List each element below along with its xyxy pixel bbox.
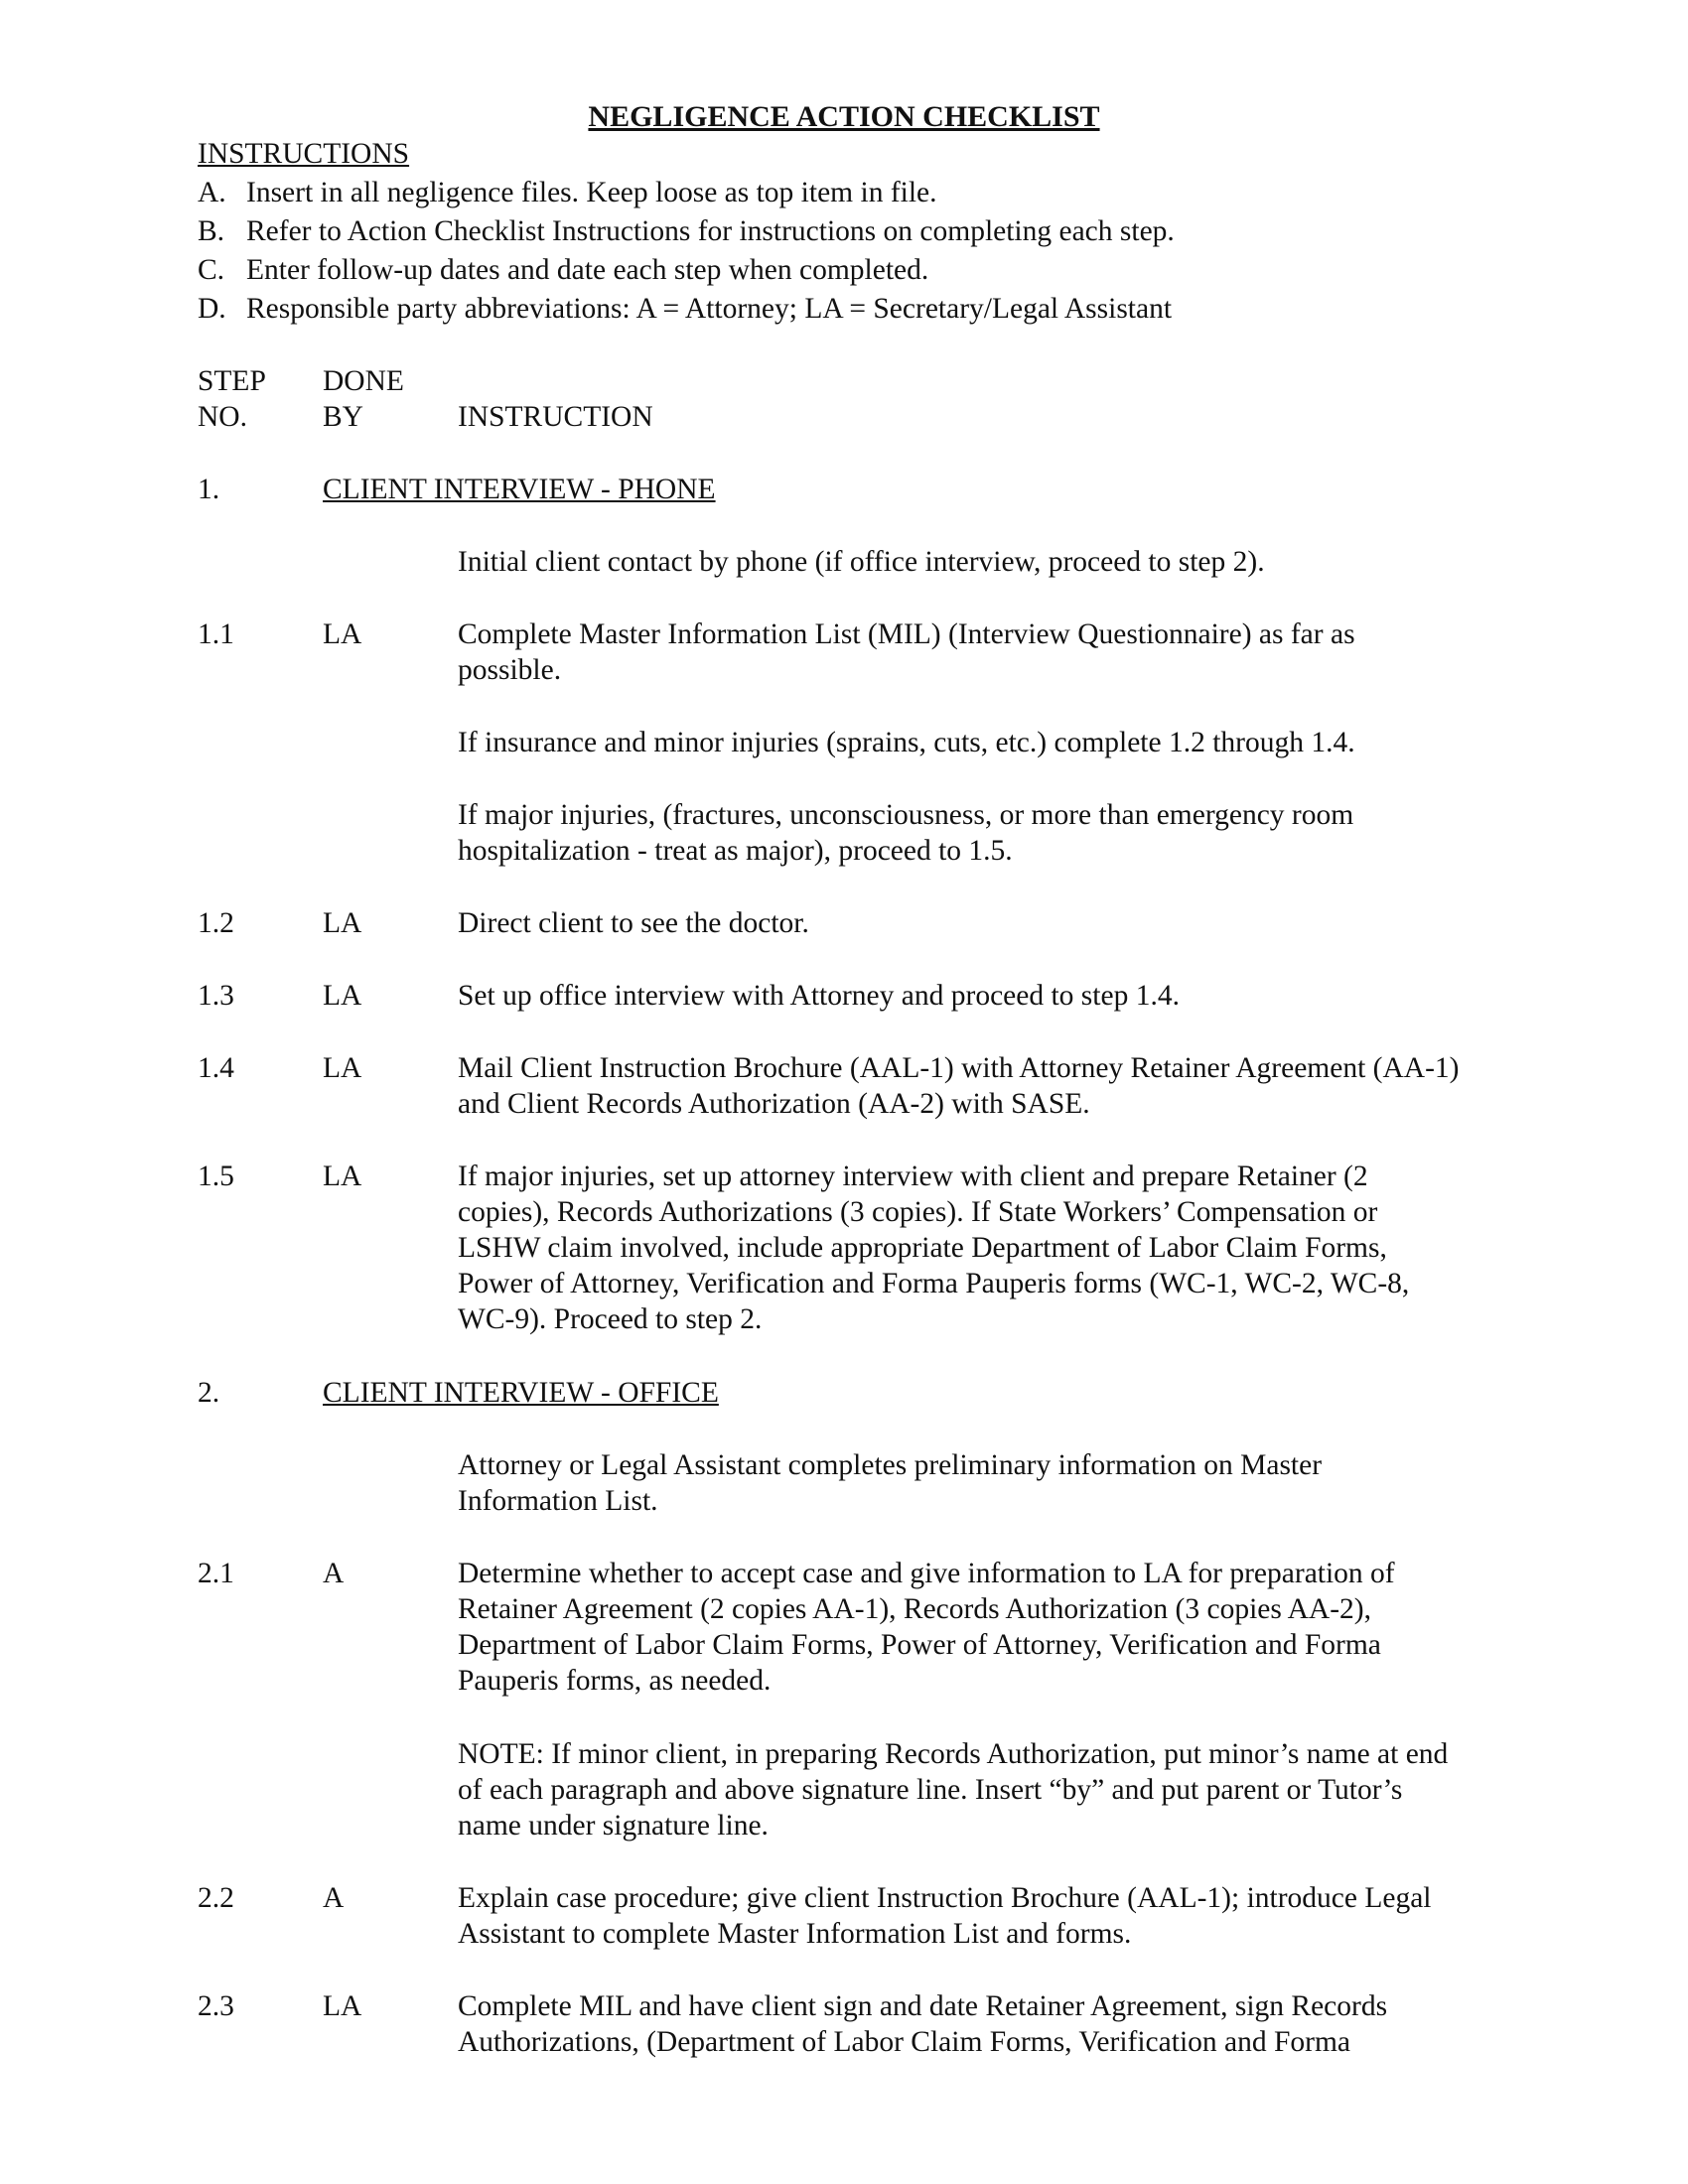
step-number: 1.5	[198, 1160, 234, 1192]
step-done-by: LA	[323, 1990, 362, 2022]
text-line: copies), Records Authorizations (3 copies). If State Workers’ Compensation or	[458, 1196, 1378, 1228]
step-done-by: LA	[323, 980, 362, 1012]
text-line: hospitalization - treat as major), proceed to 1.5.	[458, 835, 1013, 867]
step-done-by: LA	[323, 1052, 362, 1084]
text-line: and Client Records Authorization (AA-2) with SASE.	[458, 1088, 1090, 1120]
instruction-text: Insert in all negligence files. Keep loose as top item in file.	[246, 177, 937, 208]
text-line: Complete Master Information List (MIL) (Interview Questionnaire) as far as	[458, 618, 1355, 650]
text-line: Attorney or Legal Assistant completes preliminary information on Master	[458, 1449, 1323, 1481]
step-done-by: LA	[323, 1160, 362, 1192]
instruction-letter: D.	[198, 293, 226, 325]
step-instruction	[458, 1988, 1490, 2060]
instructions-heading: INSTRUCTIONS	[198, 138, 410, 170]
text-line: Explain case procedure; give client Instruction Brochure (AAL-1); introduce Legal	[458, 1882, 1432, 1914]
text-line: Power of Attorney, Verification and Forma Pauperis forms (WC-1, WC-2, WC-8,	[458, 1268, 1410, 1299]
instruction-item	[198, 291, 1172, 327]
column-header-done-by: BY	[323, 401, 363, 433]
instruction-item	[198, 252, 928, 288]
text-line: Retainer Agreement (2 copies AA-1), Records Authorization (3 copies AA-2),	[458, 1593, 1371, 1625]
text-line: Information List.	[458, 1485, 658, 1517]
text-line: possible.	[458, 654, 562, 686]
step-done-by: LA	[323, 907, 362, 939]
step-number: 2.1	[198, 1558, 234, 1589]
instruction-item	[198, 213, 1175, 249]
column-header-done: DONE	[323, 365, 404, 397]
column-header-step: STEP	[198, 365, 266, 397]
step-note	[458, 725, 1490, 760]
instruction-letter: B.	[198, 215, 225, 247]
step-instruction	[458, 1050, 1490, 1122]
text-line: NOTE: If minor client, in preparing Records Authorization, put minor’s name at end	[458, 1738, 1449, 1770]
step-note	[458, 797, 1490, 869]
step-instruction	[458, 1556, 1490, 1699]
column-header-step-no: NO.	[198, 401, 247, 433]
step-done-by: A	[323, 1882, 345, 1914]
section-title: CLIENT INTERVIEW - PHONE	[323, 474, 716, 505]
instruction-letter: A.	[198, 177, 226, 208]
text-line: Authorizations, (Department of Labor Claim Forms, Verification and Forma	[458, 2026, 1351, 2058]
instruction-letter: C.	[198, 254, 225, 286]
section-number: 2.	[198, 1377, 220, 1409]
step-instruction	[458, 905, 1490, 941]
section-intro	[458, 544, 1490, 580]
instruction-text: Enter follow-up dates and date each step when completed.	[246, 254, 929, 286]
text-line: If insurance and minor injuries (sprains, cuts, etc.) complete 1.2 through 1.4.	[458, 727, 1355, 758]
document-title: NEGLIGENCE ACTION CHECKLIST	[588, 100, 1100, 133]
step-instruction	[458, 1880, 1490, 1952]
step-done-by: LA	[323, 618, 362, 650]
text-line: Direct client to see the doctor.	[458, 907, 809, 939]
step-number: 1.3	[198, 980, 234, 1012]
step-done-by: A	[323, 1558, 345, 1589]
step-number: 1.1	[198, 618, 234, 650]
text-line: of each paragraph and above signature line. Insert “by” and put parent or Tutor’s	[458, 1774, 1403, 1806]
text-line: LSHW claim involved, include appropriate Department of Labor Claim Forms,	[458, 1232, 1387, 1264]
text-line: WC-9). Proceed to step 2.	[458, 1303, 763, 1335]
instruction-item	[198, 175, 937, 210]
step-instruction	[458, 978, 1490, 1014]
text-line: Complete MIL and have client sign and date Retainer Agreement, sign Records	[458, 1990, 1388, 2022]
step-number: 1.4	[198, 1052, 234, 1084]
step-number: 2.2	[198, 1882, 234, 1914]
section-intro	[458, 1447, 1490, 1519]
section-number: 1.	[198, 474, 220, 505]
instruction-text: Refer to Action Checklist Instructions for instructions on completing each step.	[246, 215, 1175, 247]
step-note	[458, 1736, 1490, 1843]
text-line: Assistant to complete Master Information List and forms.	[458, 1918, 1132, 1950]
section-title: CLIENT INTERVIEW - OFFICE	[323, 1377, 719, 1409]
text-line: Set up office interview with Attorney and proceed to step 1.4.	[458, 980, 1180, 1012]
text-line: Initial client contact by phone (if office interview, proceed to step 2).	[458, 546, 1265, 578]
step-instruction	[458, 1159, 1490, 1337]
text-line: Department of Labor Claim Forms, Power of Attorney, Verification and Forma	[458, 1629, 1381, 1661]
text-line: If major injuries, set up attorney interview with client and prepare Retainer (2	[458, 1160, 1368, 1192]
text-line: name under signature line.	[458, 1810, 769, 1842]
text-line: Pauperis forms, as needed.	[458, 1665, 772, 1697]
text-line: If major injuries, (fractures, unconsciousness, or more than emergency room	[458, 799, 1354, 831]
text-line: Determine whether to accept case and give information to LA for preparation of	[458, 1558, 1395, 1589]
instruction-text: Responsible party abbreviations: A = Attorney; LA = Secretary/Legal Assistant	[246, 293, 1173, 325]
step-number: 2.3	[198, 1990, 234, 2022]
text-line: Mail Client Instruction Brochure (AAL-1) with Attorney Retainer Agreement (AA-1)	[458, 1052, 1460, 1084]
column-header-instruction: INSTRUCTION	[458, 401, 653, 433]
step-instruction	[458, 616, 1490, 688]
step-number: 1.2	[198, 907, 234, 939]
